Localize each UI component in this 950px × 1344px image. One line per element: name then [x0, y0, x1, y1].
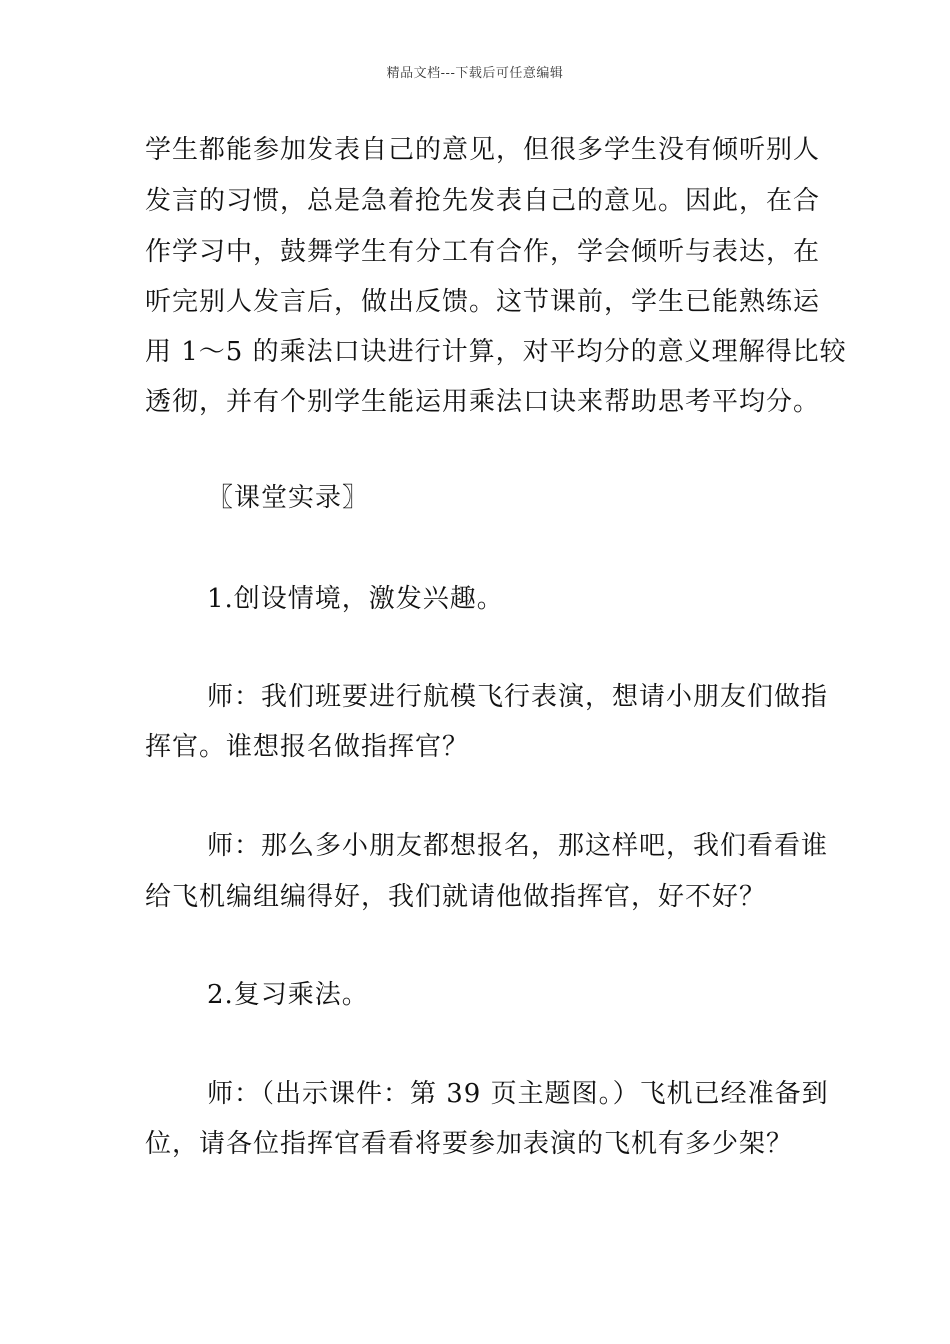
step-heading-2: 2.复习乘法。: [207, 980, 369, 1010]
paragraph-line: 学生都能参加发表自己的意见，但很多学生没有倾听别人: [145, 135, 821, 165]
paragraph-line: 用 1～5 的乘法口诀进行计算，对平均分的意义理解得比较: [145, 337, 847, 367]
paragraph-line: 师：我们班要进行航模飞行表演，想请小朋友们做指: [207, 682, 829, 712]
step-heading-1: 1.创设情境，激发兴趣。: [207, 584, 504, 614]
paragraph-line: 挥官。谁想报名做指挥官？: [145, 732, 470, 762]
paragraph-line: 透彻，并有个别学生能运用乘法口诀来帮助思考平均分。: [145, 387, 821, 417]
paragraph-line: 听完别人发言后，做出反馈。这节课前，学生已能熟练运: [145, 287, 821, 317]
paragraph-line: 师：（出示课件：第 39 页主题图。）飞机已经准备到: [207, 1079, 829, 1109]
paragraph-line: 位，请各位指挥官看看将要参加表演的飞机有多少架？: [145, 1129, 794, 1159]
section-title: 〖课堂实录〗: [207, 483, 370, 513]
paragraph-line: 给飞机编组编得好，我们就请他做指挥官，好不好？: [145, 882, 767, 912]
paragraph-line: 作学习中，鼓舞学生有分工有合作，学会倾听与表达，在: [145, 237, 821, 267]
paragraph-line: 师：那么多小朋友都想报名，那这样吧，我们看看谁: [207, 831, 829, 861]
paragraph-line: 发言的习惯，总是急着抢先发表自己的意见。因此，在合: [145, 186, 821, 216]
page-header: 精品文档---下载后可任意编辑: [386, 66, 564, 81]
